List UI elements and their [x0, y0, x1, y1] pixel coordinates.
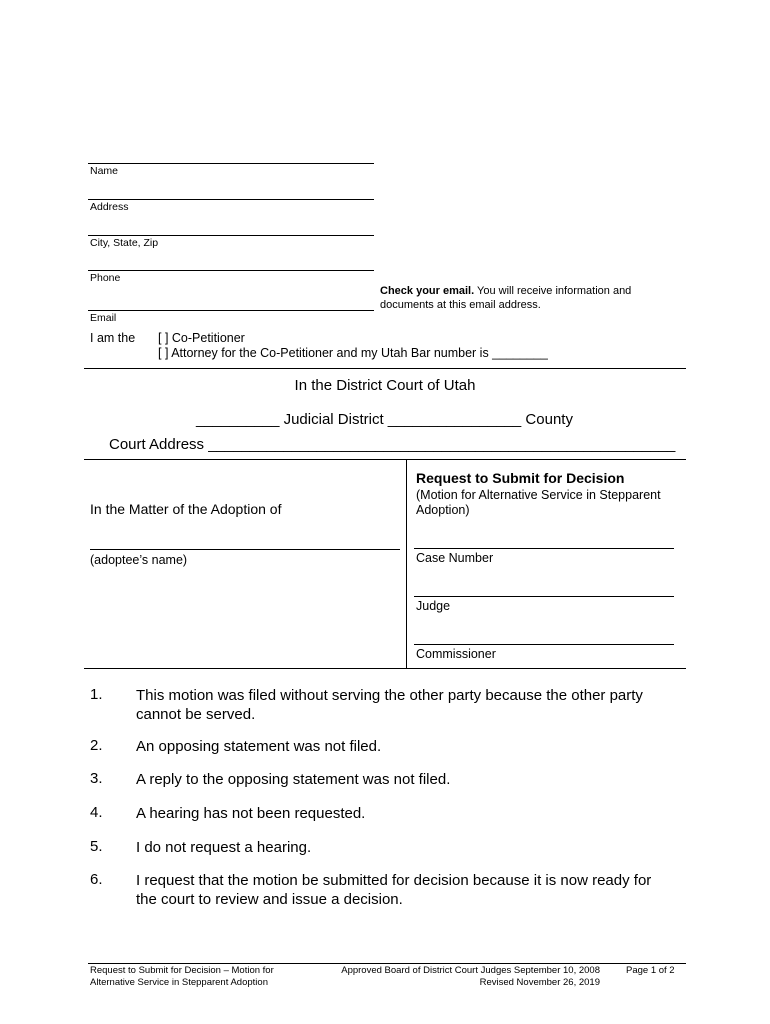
- case-number-field[interactable]: [416, 530, 671, 546]
- city-label: City, State, Zip: [90, 237, 159, 249]
- item-number: 1.: [90, 686, 103, 703]
- item-text: An opposing statement was not filed.: [136, 738, 382, 755]
- item-text: I do not request a hearing.: [136, 839, 312, 856]
- case-number-label: Case Number: [416, 551, 494, 565]
- city-line: [88, 235, 374, 236]
- court-title: In the District Court of Utah: [294, 377, 476, 394]
- email-note-rest: You will receive information and: [474, 285, 632, 297]
- item-number: 2.: [90, 737, 103, 754]
- adoptee-line: [90, 549, 400, 550]
- item-number: 4.: [90, 804, 103, 821]
- name-field[interactable]: [90, 145, 370, 161]
- district-line[interactable]: __________ Judicial District ________________ County: [196, 411, 573, 428]
- phone-line: [88, 270, 374, 271]
- case-number-line: [414, 548, 674, 549]
- caption-divider: [406, 459, 407, 668]
- item-number: 5.: [90, 838, 103, 855]
- footer-rule: [88, 963, 686, 964]
- phone-label: Phone: [90, 272, 121, 284]
- item-text: I request that the motion be submitted for decision because it is now ready for the court to review and issue a decision.: [136, 872, 652, 908]
- caption-top-line: [84, 459, 686, 460]
- email-note: [380, 284, 680, 312]
- phone-field[interactable]: [90, 252, 370, 268]
- item-text: A reply to the opposing statement was not filed.: [136, 771, 451, 788]
- email-line: [88, 310, 374, 311]
- court-address-line[interactable]: Court Address ________________________________________________________: [109, 436, 676, 453]
- judge-field[interactable]: [416, 578, 671, 594]
- address-label: Address: [90, 201, 129, 213]
- city-field[interactable]: [90, 217, 370, 233]
- footer-center-line1: Approved Board of District Court Judges September 10, 2008: [341, 965, 600, 976]
- item-text: This motion was filed without serving the other party because the other party cannot be served.: [136, 687, 643, 723]
- judge-label: Judge: [416, 599, 451, 613]
- adoptee-label: (adoptee’s name): [90, 553, 188, 567]
- email-field[interactable]: [90, 291, 370, 307]
- item-text: A hearing has not been requested.: [136, 805, 366, 822]
- footer-left: [90, 965, 274, 989]
- judge-line: [414, 596, 674, 597]
- attorney-option[interactable]: [ ] Attorney for the Co-Petitioner and my Utah Bar number is ________: [158, 346, 548, 360]
- doc-title: Request to Submit for Decision: [416, 470, 625, 486]
- item-number: 6.: [90, 871, 103, 888]
- footer-left-line1: Request to Submit for Decision – Motion for: [90, 965, 274, 976]
- doc-subtitle: (Motion for Alternative Service in Stepparent Adoption): [416, 488, 661, 517]
- copetitioner-option[interactable]: [ ] Co-Petitioner: [158, 331, 245, 345]
- address-field[interactable]: [90, 181, 370, 197]
- email-note-line2: documents at this email address.: [380, 299, 541, 311]
- name-line: [88, 163, 374, 164]
- matter-label: In the Matter of the Adoption of: [90, 501, 282, 517]
- address-line: [88, 199, 374, 200]
- page-number: Page 1 of 2: [626, 965, 675, 976]
- i-am-the-label: I am the: [90, 331, 136, 345]
- email-label: Email: [90, 312, 117, 324]
- adoptee-name-field[interactable]: [90, 530, 395, 546]
- footer-left-line2: Alternative Service in Stepparent Adoption: [90, 977, 268, 988]
- name-label: Name: [90, 165, 119, 177]
- email-note-bold: Check your email.: [380, 285, 475, 297]
- footer-center-line2: Revised November 26, 2019: [479, 977, 600, 988]
- commissioner-field[interactable]: [416, 626, 671, 642]
- footer-center: [322, 965, 600, 989]
- item-number: 3.: [90, 770, 103, 787]
- caption-bottom-line: [84, 668, 686, 669]
- commissioner-line: [414, 644, 674, 645]
- commissioner-label: Commissioner: [416, 647, 496, 661]
- header-divider: [84, 368, 686, 369]
